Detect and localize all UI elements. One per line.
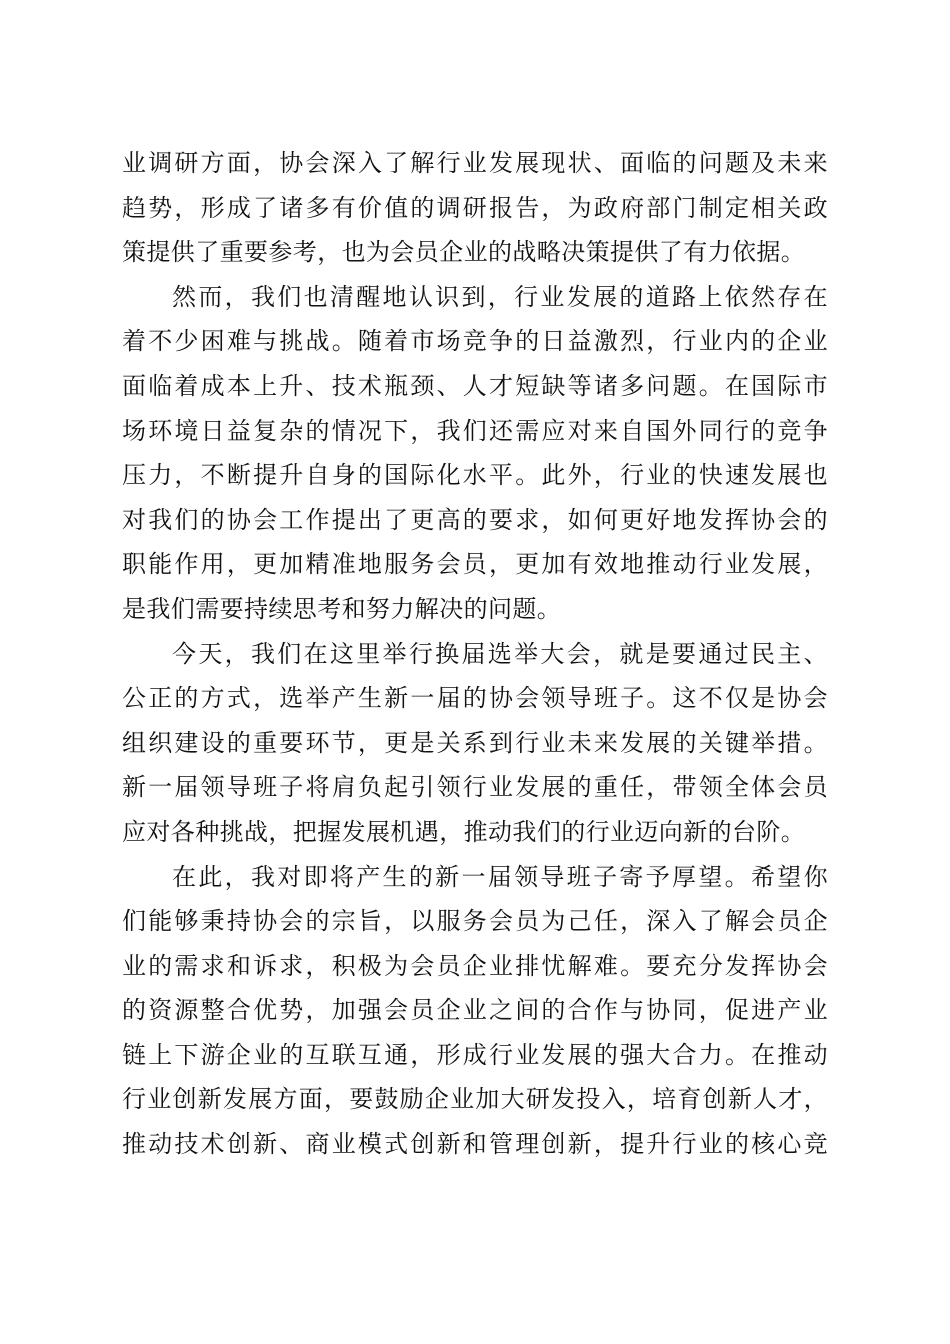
text-line: 公正的方式，选举产生新一届的协会领导班子。这不仅是协会 <box>122 684 828 713</box>
text-line: 面临着成本上升、技术瓶颈、人才短缺等诸多问题。在国际市 <box>122 371 828 400</box>
text-line: 场环境日益复杂的情况下，我们还需应对来自国外同行的竞争 <box>122 416 828 445</box>
text-line: 组织建设的重要环节，更是关系到行业未来发展的关键举措。 <box>122 728 828 757</box>
text-line: 在此，我对即将产生的新一届领导班子寄予厚望。希望你 <box>172 862 828 891</box>
text-line: 推动技术创新、商业模式创新和管理创新，提升行业的核心竞 <box>122 1130 828 1159</box>
text-line: 是我们需要持续思考和努力解决的问题。 <box>122 594 562 623</box>
text-line: 们能够秉持协会的宗旨，以服务会员为己任，深入了解会员企 <box>122 907 828 936</box>
text-line: 策提供了重要参考，也为会员企业的战略决策提供了有力依据。 <box>122 238 806 267</box>
text-line: 压力，不断提升自身的国际化水平。此外，行业的快速发展也 <box>122 461 828 490</box>
text-line: 趋势，形成了诸多有价值的调研报告，为政府部门制定相关政 <box>122 193 828 222</box>
document-body <box>122 141 828 1167</box>
text-line: 着不少困难与挑战。随着市场竞争的日益激烈，行业内的企业 <box>122 327 828 356</box>
text-line: 链上下游企业的互联互通，形成行业发展的强大合力。在推动 <box>122 1040 828 1069</box>
text-line: 今天，我们在这里举行换届选举大会，就是要通过民主、 <box>172 639 828 668</box>
text-line: 的资源整合优势，加强会员企业之间的合作与协同，促进产业 <box>122 996 828 1025</box>
text-line: 业调研方面，协会深入了解行业发展现状、面临的问题及未来 <box>122 149 828 177</box>
text-line: 新一届领导班子将肩负起引领行业发展的重任，带领全体会员 <box>122 773 828 802</box>
text-line: 职能作用，更加精准地服务会员，更加有效地推动行业发展， <box>122 550 828 579</box>
text-line: 应对各种挑战，把握发展机遇，推动我们的行业迈向新的台阶。 <box>122 817 806 846</box>
text-line: 业的需求和诉求，积极为会员企业排忧解难。要充分发挥协会 <box>122 951 828 980</box>
text-line: 对我们的协会工作提出了更高的要求，如何更好地发挥协会的 <box>122 505 828 534</box>
text-line: 行业创新发展方面，要鼓励企业加大研发投入，培育创新人才， <box>122 1085 828 1114</box>
text-line: 然而，我们也清醒地认识到，行业发展的道路上依然存在 <box>172 282 828 311</box>
